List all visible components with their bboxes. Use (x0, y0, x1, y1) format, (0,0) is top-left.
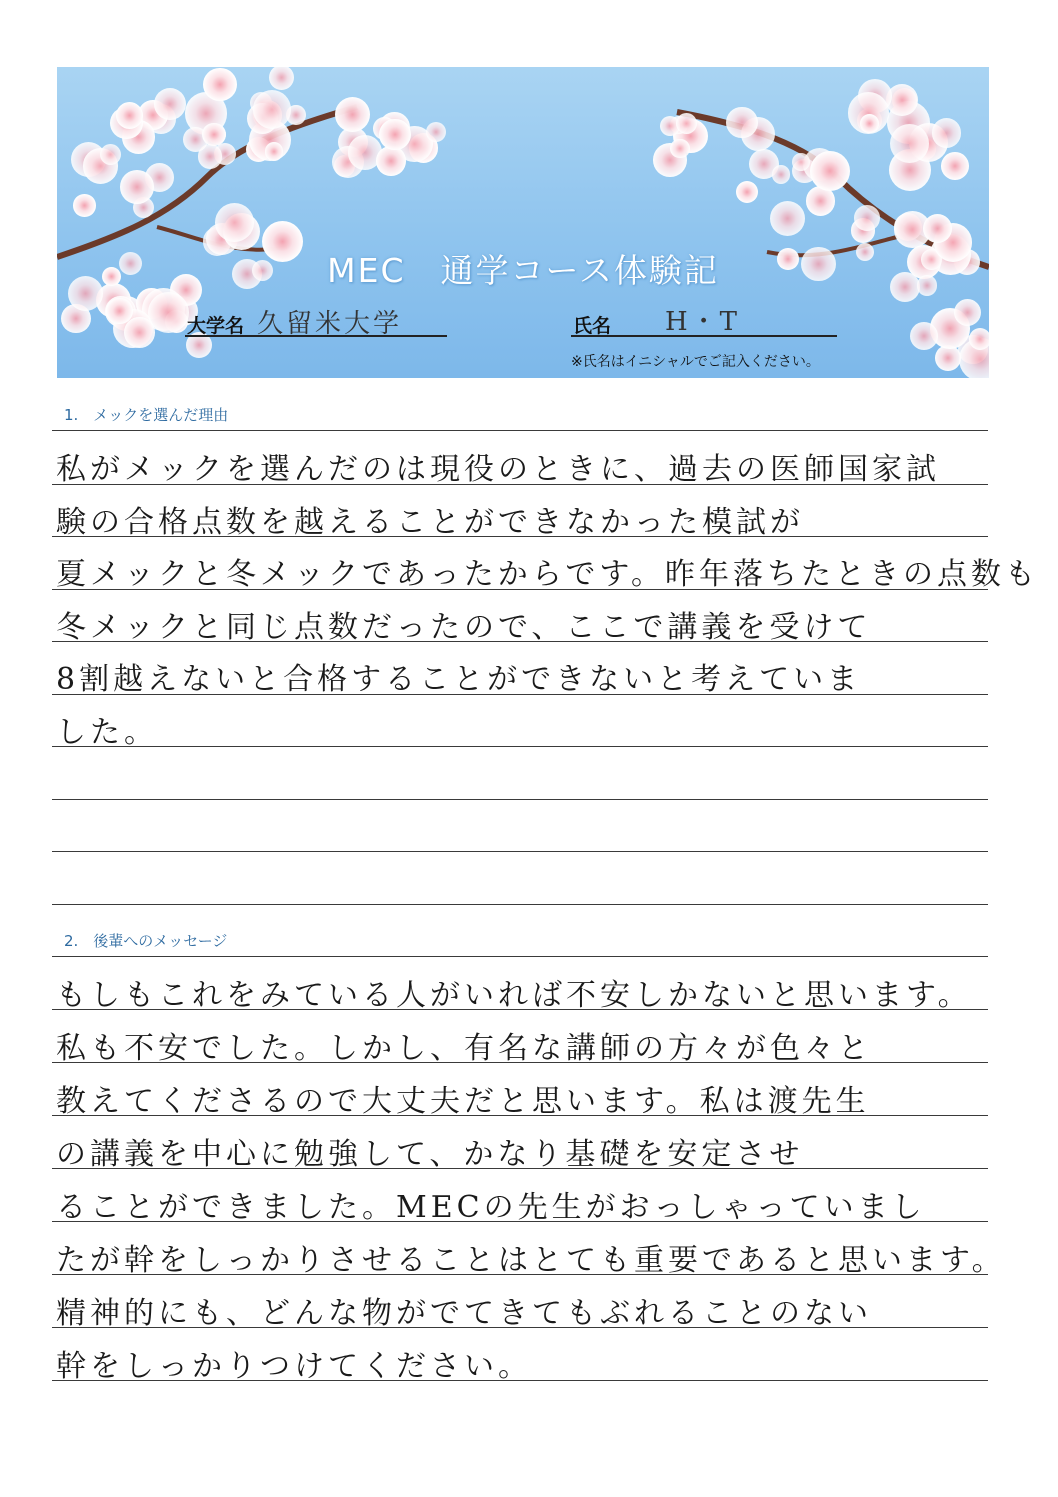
answer2-line-8: 幹をしっかりつけてください。 (56, 1349, 532, 1384)
blossom-petal (810, 151, 850, 191)
answer1-line-2: 験の合格点数を越えることができなかった模試が (56, 505, 804, 540)
blossom-petal (215, 203, 254, 242)
blossom-petal (670, 139, 689, 158)
blossom-petal (265, 142, 284, 161)
blossom-petal (923, 214, 953, 244)
ruled-line (52, 904, 988, 905)
blossom-petal (770, 201, 805, 236)
answer1-line-1: 私がメックを選んだのは現役のときに、過去の医師国家試 (56, 452, 940, 487)
blossom-petal (954, 299, 981, 326)
university-underline (185, 335, 447, 337)
answer2-line-4: の講義を中心に勉強して、かなり基礎を安定させ (56, 1137, 804, 1172)
blossom-petal (969, 328, 989, 350)
answer2-line-7: 精神的にも、どんな物がでてきてもぶれることのない (56, 1296, 872, 1331)
blossom-petal (910, 322, 938, 350)
answer1-line-5: 8割越えないと合格することができないと考えていま (56, 662, 862, 697)
ruled-line (52, 430, 988, 431)
blossom-petal (772, 165, 791, 184)
ruled-line (52, 799, 988, 800)
header-banner (57, 67, 989, 378)
name-label: 氏名 (573, 315, 612, 337)
blossom-petal (106, 298, 133, 325)
blossom-petal (890, 124, 929, 163)
blossom-petal (253, 90, 292, 129)
answer1-line-3: 夏メックと冬メックであったからです。昨年落ちたときの点数も (56, 557, 1039, 592)
blossom-petal (203, 68, 236, 101)
section1-title: 1. メックを選んだ理由 (64, 406, 229, 424)
answer2-line-3: 教えてくださるので大丈夫だと思います。私は渡先生 (56, 1084, 870, 1119)
blossom-petal (120, 170, 154, 204)
university-label: 大学名 (187, 315, 245, 337)
blossom-petal (376, 146, 405, 175)
answer2-line-1: もしもこれをみている人がいれば不安しかないと思います。 (56, 978, 972, 1013)
answer1-line-6: した。 (56, 715, 158, 750)
blossom-petal (676, 113, 697, 134)
answer2-line-2: 私も不安でした。しかし、有名な講師の方々が色々と (56, 1031, 872, 1066)
answer1-line-4: 冬メックと同じ点数だったので、ここで講義を受けて (56, 610, 872, 645)
blossom-petal (379, 119, 411, 151)
section2-title: 2. 後輩へのメッセージ (64, 932, 228, 950)
blossom-petal (124, 317, 155, 348)
answer2-line-5: ることができました。MECの先生がおっしゃっていまし (56, 1190, 926, 1225)
blossom-petal (726, 107, 758, 139)
page-title: MEC 通学コース体験記 (327, 251, 719, 290)
ruled-line (52, 851, 988, 852)
name-value: H・T (665, 307, 741, 337)
blossom-petal (792, 153, 810, 171)
ruled-line (52, 956, 988, 957)
initials-note: ※氏名はイニシャルでご記入ください。 (571, 354, 820, 370)
university-value: 久留米大学 (257, 309, 403, 339)
blossom-petal (73, 194, 96, 217)
blossom-petal (116, 102, 143, 129)
answer2-line-6: たが幹をしっかりさせることはとても重要であると思います。 (56, 1243, 1006, 1278)
name-underline (571, 335, 837, 337)
blossom-petal (854, 205, 880, 231)
